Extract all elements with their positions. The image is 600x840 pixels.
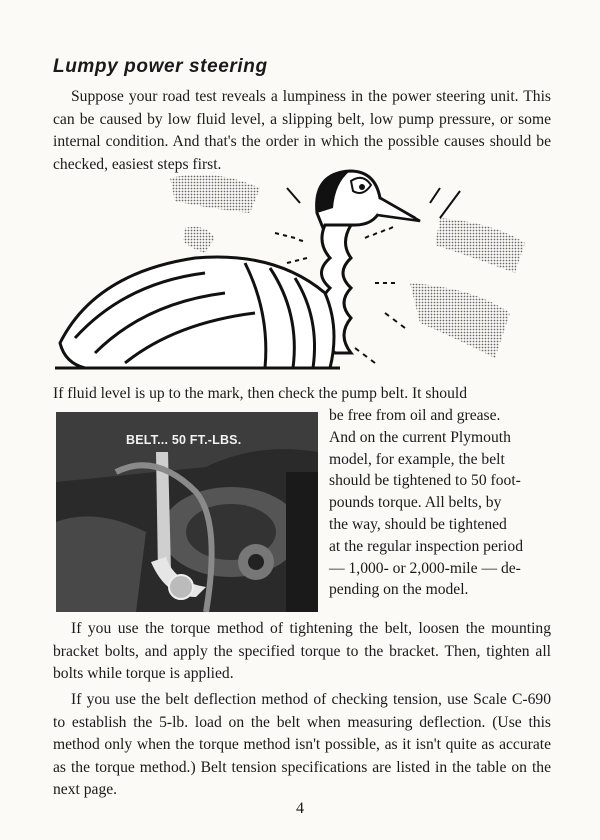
belt-paragraph-column — [329, 405, 551, 601]
ostrich-cartoon-illustration — [55, 163, 550, 388]
photo-caption: BELT... 50 FT.-LBS. — [126, 433, 242, 447]
deflection-method-paragraph — [53, 689, 551, 802]
engine-belt-photo — [56, 412, 318, 612]
column-line: And on the current Plymouth — [329, 428, 511, 446]
deflection-method-text: If you use the belt deflection method of checking tension, use Scale C-690 to establish the 5-lb. load on the belt when measuring deflection. (Use this method only when the torque method isn't possible, as it isn't quite as accurate as the torque method.) Belt tension specifications are listed in the table on the next page. — [53, 691, 551, 798]
intro-paragraph-text: Suppose your road test reveals a lumpiness in the power steering unit. This can be caused by low fluid level, a slipping belt, low pump pressure, or some internal condition. And that's the order in which the possible causes should be checked, easiest steps first. — [53, 88, 551, 173]
column-line: model, for example, the belt — [329, 450, 505, 468]
column-line: pending on the model. — [329, 581, 469, 599]
column-line: — 1,000- or 2,000-mile — de- — [329, 559, 521, 577]
section-heading: Lumpy power steering — [53, 56, 268, 77]
column-line: pounds torque. All belts, by — [329, 494, 502, 512]
torque-method-paragraph — [53, 618, 551, 686]
torque-method-text: If you use the torque method of tightening the belt, loosen the mounting bracket bolts, and apply the specified torque to the bracket. Then, tighten all bolts while torque is applied. — [53, 620, 551, 682]
column-line: the way, should be tightened — [329, 515, 507, 533]
belt-paragraph-first-line: If fluid level is up to the mark, then check the pump belt. It should — [53, 385, 468, 402]
page-number: 4 — [296, 800, 304, 817]
column-line: be free from oil and grease. — [329, 407, 501, 424]
column-line: at the regular inspection period — [329, 537, 523, 555]
column-line: should be tightened to 50 foot- — [329, 472, 521, 490]
